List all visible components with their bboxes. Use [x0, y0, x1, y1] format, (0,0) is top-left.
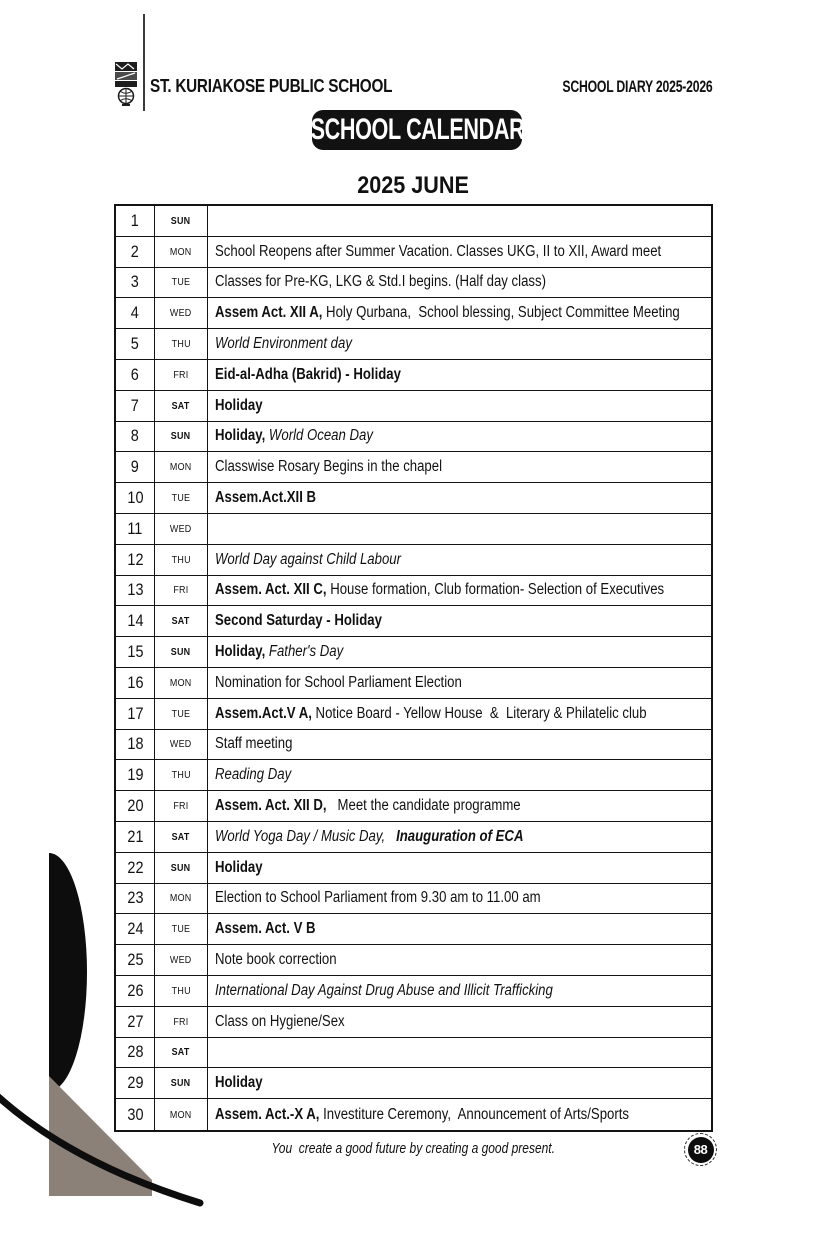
- date-cell: [116, 206, 155, 236]
- day-cell: [155, 760, 208, 790]
- date-cell: [116, 914, 155, 944]
- month-title: [0, 172, 827, 200]
- event-cell: [208, 1038, 711, 1068]
- event-cell: [208, 637, 711, 667]
- calendar-row: [116, 884, 711, 915]
- date-cell: [116, 422, 155, 452]
- event-text: [215, 304, 680, 322]
- day-label: FRI: [173, 1015, 189, 1028]
- event-cell: [208, 699, 711, 729]
- calendar-row: [116, 637, 711, 668]
- event-segment: Holiday: [215, 858, 263, 876]
- calendar-row: [116, 791, 711, 822]
- event-segment: International Day Against Drug Abuse and Illicit Trafficking: [215, 981, 553, 999]
- day-label: SUN: [171, 214, 191, 227]
- event-text: [215, 766, 291, 784]
- day-cell: [155, 1099, 208, 1130]
- day-cell: [155, 237, 208, 267]
- day-label: SAT: [172, 399, 190, 412]
- date-number: 5: [130, 334, 140, 354]
- day-label: SUN: [171, 646, 191, 659]
- event-text: [215, 612, 382, 630]
- event-segment: Reading Day: [215, 766, 292, 784]
- event-cell: [208, 976, 711, 1006]
- event-segment: Assem Act. XII A,: [215, 304, 323, 322]
- day-cell: [155, 298, 208, 328]
- date-number: 2: [130, 241, 140, 261]
- event-cell: [208, 483, 711, 513]
- date-number: 29: [126, 1073, 144, 1093]
- day-label: FRI: [173, 584, 189, 597]
- banner-title: SCHOOL CALENDAR: [310, 113, 524, 146]
- event-segment: Nomination for School Parliament Election: [215, 673, 462, 691]
- calendar-row: [116, 391, 711, 422]
- event-cell: [208, 360, 711, 390]
- date-number: 19: [126, 765, 144, 785]
- day-label: SAT: [172, 830, 190, 843]
- day-cell: [155, 606, 208, 636]
- event-text: [215, 951, 337, 969]
- date-number: 16: [126, 672, 144, 692]
- day-label: MON: [170, 461, 192, 474]
- event-text: [215, 243, 661, 261]
- day-cell: [155, 699, 208, 729]
- date-number: 6: [130, 364, 140, 384]
- diary-title-text: SCHOOL DIARY 2025-2026: [562, 77, 713, 96]
- day-label: MON: [170, 892, 192, 905]
- calendar-row: [116, 668, 711, 699]
- date-cell: [116, 360, 155, 390]
- event-cell: [208, 914, 711, 944]
- date-cell: [116, 298, 155, 328]
- day-label: WED: [170, 522, 192, 535]
- day-cell: [155, 422, 208, 452]
- event-cell: [208, 237, 711, 267]
- day-cell: [155, 514, 208, 544]
- date-number: 4: [130, 303, 140, 323]
- school-name-text: ST. KURIAKOSE PUBLIC SCHOOL: [150, 76, 393, 96]
- date-cell: [116, 514, 155, 544]
- day-label: THU: [171, 769, 191, 782]
- event-text: [215, 859, 263, 877]
- day-cell: [155, 329, 208, 359]
- event-text: [215, 397, 263, 415]
- calendar-row: [116, 206, 711, 237]
- event-segment: Investiture Ceremony, Announcement of Arts/Sports: [319, 1105, 629, 1123]
- date-cell: [116, 730, 155, 760]
- event-cell: [208, 452, 711, 482]
- event-text: [215, 643, 343, 661]
- calendar-row: [116, 298, 711, 329]
- calendar-row: [116, 1099, 711, 1130]
- event-text: [215, 1106, 629, 1124]
- event-segment: World Yoga Day / Music Day,: [215, 827, 397, 845]
- calendar-row: [116, 452, 711, 483]
- date-number: 21: [126, 826, 144, 846]
- date-number: 9: [130, 457, 140, 477]
- calendar-row: [116, 730, 711, 761]
- event-text: [215, 273, 546, 291]
- event-text: [215, 1013, 345, 1031]
- day-cell: [155, 945, 208, 975]
- event-segment: Meet the candidate programme: [326, 797, 521, 815]
- day-cell: [155, 668, 208, 698]
- day-cell: [155, 268, 208, 298]
- calendar-row: [116, 914, 711, 945]
- date-cell: [116, 637, 155, 667]
- day-label: SUN: [171, 861, 191, 874]
- event-segment: Notice Board - Yellow House & Literary & Philatelic club: [311, 704, 647, 722]
- event-cell: [208, 853, 711, 883]
- date-cell: [116, 822, 155, 852]
- date-number: 25: [126, 950, 144, 970]
- date-cell: [116, 760, 155, 790]
- event-segment: Holiday: [215, 1074, 263, 1092]
- date-cell: [116, 545, 155, 575]
- day-label: THU: [171, 338, 191, 351]
- day-label: TUE: [171, 276, 191, 289]
- day-cell: [155, 1007, 208, 1037]
- diary-title: [504, 77, 713, 97]
- calendar-row: [116, 1007, 711, 1038]
- date-cell: [116, 1038, 155, 1068]
- day-label: SUN: [171, 1077, 191, 1090]
- date-cell: [116, 1068, 155, 1098]
- month-title-text: 2025 JUNE: [357, 172, 470, 199]
- event-cell: [208, 730, 711, 760]
- event-segment: Father's Day: [268, 643, 344, 661]
- event-cell: [208, 514, 711, 544]
- event-cell: [208, 945, 711, 975]
- calendar-row: [116, 268, 711, 299]
- date-number: 3: [130, 272, 140, 292]
- calendar-row: [116, 976, 711, 1007]
- event-text: [215, 551, 401, 569]
- day-label: FRI: [173, 800, 189, 813]
- date-number: 11: [127, 518, 143, 538]
- event-segment: Eid-al-Adha (Bakrid) - Holiday: [215, 365, 401, 383]
- date-cell: [116, 945, 155, 975]
- event-segment: Assem. Act. V B: [215, 920, 316, 938]
- date-cell: [116, 791, 155, 821]
- calendar-row: [116, 576, 711, 607]
- calendar-row: [116, 329, 711, 360]
- calendar-row: [116, 853, 711, 884]
- day-label: WED: [170, 307, 192, 320]
- date-cell: [116, 237, 155, 267]
- event-cell: [208, 760, 711, 790]
- calendar-row: [116, 360, 711, 391]
- event-segment: World Environment day: [215, 335, 352, 353]
- event-text: [215, 920, 316, 938]
- event-text: [215, 458, 442, 476]
- event-text: [215, 797, 521, 815]
- day-label: THU: [171, 984, 191, 997]
- date-number: 24: [126, 919, 144, 939]
- event-cell: [208, 1007, 711, 1037]
- day-label: TUE: [171, 492, 191, 505]
- date-cell: [116, 268, 155, 298]
- crescent-shape: [49, 853, 87, 1091]
- event-segment: Class on Hygiene/Sex: [215, 1012, 345, 1030]
- day-cell: [155, 730, 208, 760]
- event-text: [215, 366, 401, 384]
- event-cell: [208, 884, 711, 914]
- calendar-table: [114, 204, 713, 1132]
- school-name: [150, 76, 435, 97]
- event-text: [215, 427, 373, 445]
- calendar-row: [116, 1068, 711, 1099]
- date-number: 10: [126, 488, 144, 508]
- event-cell: [208, 422, 711, 452]
- event-segment: Holiday: [215, 396, 263, 414]
- date-number: 30: [126, 1104, 144, 1124]
- event-segment: Assem.Act.XII B: [215, 489, 317, 507]
- event-segment: Holiday,: [215, 427, 269, 445]
- date-number: 8: [130, 426, 140, 446]
- event-cell: [208, 822, 711, 852]
- date-number: 13: [126, 580, 144, 600]
- school-crest-icon: [114, 62, 138, 106]
- event-cell: [208, 576, 711, 606]
- event-segment: Election to School Parliament from 9.30 am to 11.00 am: [215, 889, 541, 907]
- day-cell: [155, 576, 208, 606]
- event-cell: [208, 606, 711, 636]
- day-label: FRI: [173, 368, 189, 381]
- event-text: [215, 705, 647, 723]
- event-segment: World Day against Child Labour: [215, 550, 402, 568]
- date-number: 15: [126, 642, 144, 662]
- date-cell: [116, 699, 155, 729]
- event-segment: Holiday,: [215, 643, 269, 661]
- event-text: [215, 889, 541, 907]
- event-segment: Assem. Act.-X A,: [215, 1105, 320, 1123]
- day-label: WED: [170, 738, 192, 751]
- day-cell: [155, 914, 208, 944]
- date-number: 1: [130, 210, 140, 230]
- page-number-badge: [684, 1133, 717, 1166]
- event-segment: Assem.Act.V A,: [215, 704, 312, 722]
- day-label: SUN: [171, 430, 191, 443]
- date-cell: [116, 1099, 155, 1130]
- day-cell: [155, 853, 208, 883]
- event-segment: Assem. Act. XII D,: [215, 797, 327, 815]
- day-label: TUE: [171, 923, 191, 936]
- calendar-row: [116, 822, 711, 853]
- day-cell: [155, 360, 208, 390]
- header-divider: [143, 14, 145, 111]
- date-cell: [116, 976, 155, 1006]
- date-number: 14: [126, 611, 144, 631]
- day-cell: [155, 637, 208, 667]
- event-segment: House formation, Club formation- Selection of Executives: [326, 581, 665, 599]
- day-label: MON: [170, 245, 192, 258]
- event-cell: [208, 545, 711, 575]
- date-number: 28: [126, 1042, 144, 1062]
- event-cell: [208, 791, 711, 821]
- event-segment: Inauguration of ECA: [396, 827, 524, 845]
- date-number: 20: [126, 796, 144, 816]
- calendar-row: [116, 422, 711, 453]
- event-segment: Classes for Pre-KG, LKG & Std.I begins. (Half day class): [215, 273, 546, 291]
- date-cell: [116, 452, 155, 482]
- calendar-row: [116, 483, 711, 514]
- event-cell: [208, 668, 711, 698]
- date-number: 23: [126, 888, 144, 908]
- calendar-row: [116, 1038, 711, 1069]
- date-cell: [116, 576, 155, 606]
- date-number: 26: [126, 980, 144, 1000]
- day-cell: [155, 545, 208, 575]
- calendar-row: [116, 514, 711, 545]
- day-label: TUE: [171, 707, 191, 720]
- calendar-row: [116, 606, 711, 637]
- date-number: 27: [126, 1011, 144, 1031]
- day-label: MON: [170, 1108, 192, 1121]
- event-text: [215, 489, 316, 507]
- date-cell: [116, 1007, 155, 1037]
- date-number: 7: [130, 395, 140, 415]
- day-cell: [155, 822, 208, 852]
- event-segment: Holy Qurbana, School blessing, Subject Committee Meeting: [322, 304, 680, 322]
- event-segment: Classwise Rosary Begins in the chapel: [215, 458, 443, 476]
- event-segment: Assem. Act. XII C,: [215, 581, 327, 599]
- page-number: 88: [688, 1137, 714, 1163]
- school-calendar-banner: [312, 110, 522, 150]
- footer-quote-text: You create a good future by creating a good present.: [271, 1140, 556, 1157]
- date-cell: [116, 853, 155, 883]
- calendar-row: [116, 760, 711, 791]
- date-cell: [116, 329, 155, 359]
- date-cell: [116, 668, 155, 698]
- event-segment: World Ocean Day: [268, 427, 373, 445]
- day-label: SAT: [172, 1046, 190, 1059]
- event-cell: [208, 329, 711, 359]
- date-number: 12: [126, 549, 144, 569]
- day-cell: [155, 1038, 208, 1068]
- event-text: [215, 581, 664, 599]
- calendar-row: [116, 945, 711, 976]
- date-cell: [116, 391, 155, 421]
- event-text: [215, 828, 523, 846]
- day-cell: [155, 483, 208, 513]
- event-segment: School Reopens after Summer Vacation. Classes UKG, II to XII, Award meet: [215, 242, 662, 260]
- event-cell: [208, 1099, 711, 1130]
- day-label: THU: [171, 553, 191, 566]
- event-cell: [208, 391, 711, 421]
- date-cell: [116, 483, 155, 513]
- event-text: [215, 335, 352, 353]
- date-cell: [116, 884, 155, 914]
- date-cell: [116, 606, 155, 636]
- day-cell: [155, 1068, 208, 1098]
- date-number: 18: [126, 734, 144, 754]
- event-text: [215, 982, 553, 1000]
- day-label: WED: [170, 954, 192, 967]
- event-segment: Staff meeting: [215, 735, 293, 753]
- calendar-row: [116, 699, 711, 730]
- event-text: [215, 674, 462, 692]
- day-cell: [155, 452, 208, 482]
- day-cell: [155, 391, 208, 421]
- event-segment: Note book correction: [215, 951, 337, 969]
- date-number: 22: [126, 857, 144, 877]
- event-cell: [208, 1068, 711, 1098]
- day-label: MON: [170, 676, 192, 689]
- day-cell: [155, 976, 208, 1006]
- day-cell: [155, 206, 208, 236]
- event-cell: [208, 206, 711, 236]
- calendar-row: [116, 545, 711, 576]
- event-cell: [208, 298, 711, 328]
- date-number: 17: [126, 703, 144, 723]
- event-segment: Second Saturday - Holiday: [215, 612, 382, 630]
- day-cell: [155, 884, 208, 914]
- event-cell: [208, 268, 711, 298]
- calendar-row: [116, 237, 711, 268]
- day-cell: [155, 791, 208, 821]
- event-text: [215, 735, 292, 753]
- event-text: [215, 1074, 263, 1092]
- day-label: SAT: [172, 615, 190, 628]
